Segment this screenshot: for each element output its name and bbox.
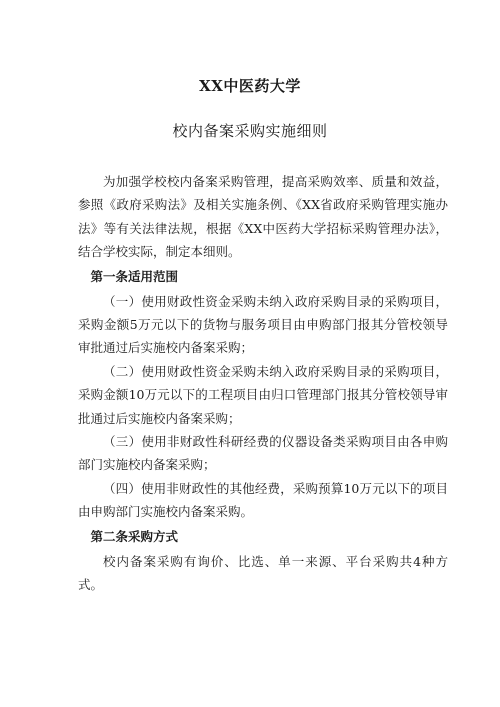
article1-item-4: （四）使用非财政性的其他经费，采购预算10万元以下的项目由申购部门实施校内备案采购。 bbox=[78, 480, 448, 520]
article1-item-3: （三）使用非财政性科研经费的仪器设备类采购项目由各申购部门实施校内备案采购； bbox=[78, 434, 448, 473]
article1-heading: 第一条适用范围 bbox=[90, 268, 179, 284]
document-body bbox=[78, 170, 448, 597]
university-name: XX中医药大学 bbox=[199, 77, 301, 95]
article1-item-1: （一）使用财政性资金采购未纳入政府采购目录的采购项目，采购金额5万元以下的货物与服务项目由申购部门报其分管校领导审批通过后实施校内备案采购； bbox=[78, 293, 448, 356]
article2-heading: 第二条采购方式 bbox=[90, 528, 179, 544]
article2-paragraph: 校内备案采购有询价、比选、单一来源、平台采购共4种方式。 bbox=[78, 553, 448, 593]
document-title: 校内备案采购实施细则 bbox=[172, 122, 328, 140]
intro-paragraph: 为加强学校校内备案采购管理，提高采购效率、质量和效益，参照《政府采购法》及相关实施条例、《XX省政府采购管理实施办法》等有关法律法规，根据《XX中医药大学招标采购管理办法》，结合学校实际，制定本细则。 bbox=[78, 174, 448, 260]
article1-item-2: （二）使用财政性资金采购未纳入政府采购目录的采购项目，采购金额10万元以下的工程项目由归口管理部门报其分管校领导审批通过后实施校内备案采购； bbox=[78, 363, 448, 426]
